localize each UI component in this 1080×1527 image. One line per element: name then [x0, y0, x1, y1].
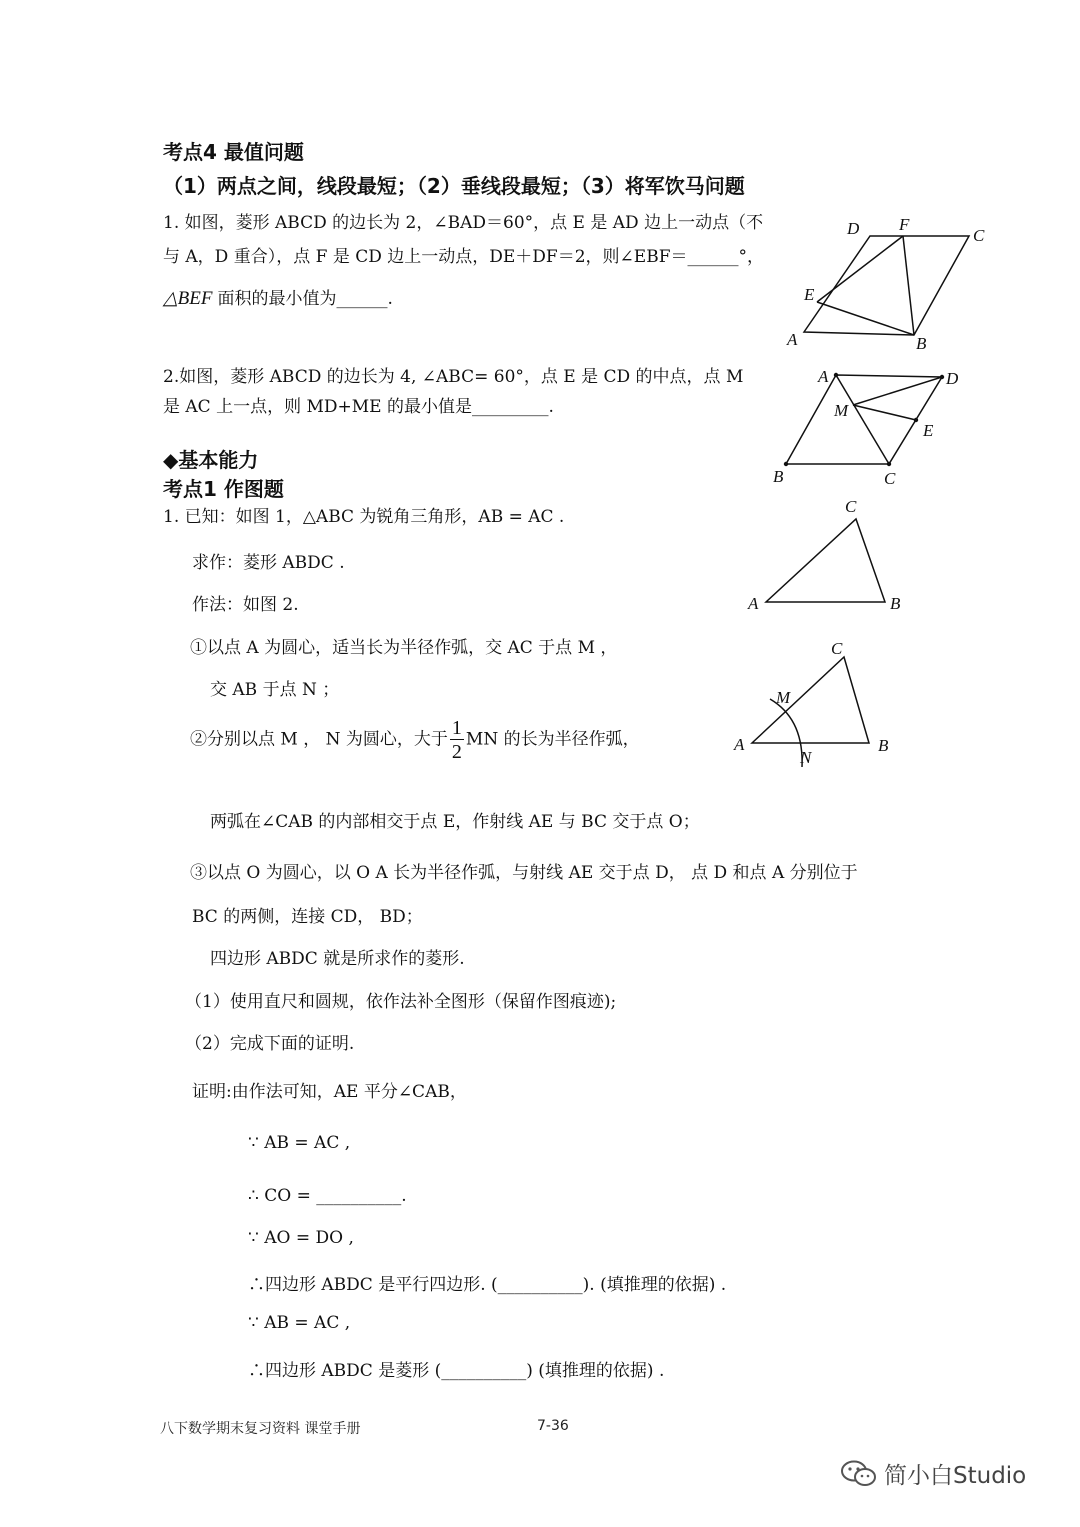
q1-line3-text: 面积的最小值为______.: [217, 289, 393, 309]
proof-step6: ∴四边形 ABDC 是菱形 (__________) (填推理的依据) .: [248, 1361, 665, 1381]
q1-line2: 与 A，D 重合），点 F 是 CD 边上一动点，DE＋DF＝2，则∠EBF＝______°，: [163, 247, 764, 267]
q1-line3: [163, 284, 393, 310]
basic-ability-title: ◆基本能力: [163, 448, 259, 472]
proof-intro: 证明:由作法可知，AE 平分∠CAB，: [192, 1082, 467, 1102]
fig1-label-f: F: [899, 215, 910, 234]
step3-line2: BC 的两侧，连接 CD， BD；: [192, 907, 423, 927]
watermark-text: 简小白Studio: [884, 1463, 1027, 1489]
fig2-label-c: C: [884, 469, 896, 488]
fig1-label-e: E: [804, 285, 815, 304]
part2-line: （2）完成下面的证明.: [185, 1034, 355, 1054]
fig1-label-d: D: [847, 219, 860, 238]
half-fraction: [450, 718, 464, 762]
step2-line2: 两弧在∠CAB 的内部相交于点 E，作射线 AE 与 BC 交于点 O；: [210, 812, 700, 832]
section-title: 考点4 最值问题: [163, 140, 304, 164]
step3-line1: ③以点 O 为圆心，以 O A 长为半径作弧，与射线 AE 交于点 D， 点 D 和点 A 分别位于: [190, 863, 858, 883]
fig3-label-b: B: [890, 594, 901, 613]
step2-pre: ②分别以点 M ， N 为圆心，大于: [190, 729, 448, 750]
fig4-label-m: M: [776, 688, 791, 707]
page-number: 7-36: [537, 1418, 569, 1434]
fig3-label-c: C: [845, 497, 857, 516]
figure-triangle-arc: [728, 635, 908, 775]
triangle-bef-symbol: △BEF: [163, 288, 213, 309]
proof-step5: ∵ AB = AC ,: [248, 1313, 351, 1333]
watermark: [840, 1457, 1026, 1490]
section-subtitle: （1）两点之间，线段最短；（2）垂线段最短；（3）将军饮马问题: [163, 174, 745, 198]
proof-step4: ∴四边形 ABDC 是平行四边形. (__________). (填推理的依据) .: [248, 1275, 727, 1295]
fig4-label-n: N: [800, 748, 812, 767]
fig2-label-e: E: [923, 421, 934, 440]
part1-line: （1）使用直尺和圆规，依作法补全图形（保留作图痕迹);: [185, 992, 617, 1012]
fig2-label-d: D: [946, 369, 959, 388]
step1-line1: ①以点 A 为圆心，适当长为半径作弧，交 AC 于点 M ，: [190, 638, 618, 658]
fig2-label-b: B: [773, 467, 784, 486]
fig1-label-b: B: [916, 334, 927, 353]
proof-step3: ∵ AO = DO ,: [248, 1228, 354, 1248]
given-line: 1. 已知：如图 1，△ABC 为锐角三角形，AB = AC .: [163, 507, 565, 527]
fig4-label-a: A: [734, 735, 745, 754]
proof-step1: ∵ AB = AC ,: [248, 1133, 351, 1153]
fig4-label-b: B: [878, 736, 889, 755]
q2-line2: 是 AC 上一点，则 MD+ME 的最小值是_________.: [163, 397, 554, 417]
q1-line1: 1. 如图，菱形 ABCD 的边长为 2，∠BAD＝60°，点 E 是 AD 边上一动点（不: [163, 213, 764, 233]
drawing-section-title: 考点1 作图题: [163, 477, 284, 501]
fig1-label-c: C: [973, 226, 985, 245]
figure-rhombus-md-me: [768, 362, 980, 492]
fig2-label-m: M: [834, 401, 849, 420]
figure-rhombus-bef: [775, 212, 995, 354]
fraction-denominator: 2: [451, 741, 462, 763]
step1-line2: 交 AB 于点 N ；: [210, 680, 340, 700]
footer-title: 八下数学期末复习资料 课堂手册: [160, 1421, 361, 1437]
q2-line1: 2.如图，菱形 ABCD 的边长为 4, ∠ABC= 60°，点 E 是 CD 的中点，点 M: [163, 367, 744, 387]
fig4-label-c: C: [831, 639, 843, 658]
fig3-label-a: A: [748, 594, 759, 613]
method-line: 作法：如图 2.: [192, 595, 299, 615]
proof-step2: ∴ CO = __________.: [248, 1186, 407, 1206]
fig2-label-a: A: [818, 367, 829, 386]
fig1-label-a: A: [787, 330, 798, 349]
step2-line1: [190, 718, 640, 762]
conclusion-line: 四边形 ABDC 就是所求作的菱形.: [210, 949, 465, 969]
ask-line: 求作：菱形 ABDC .: [192, 553, 345, 573]
fraction-numerator: 1: [451, 717, 462, 739]
wechat-icon: [840, 1459, 878, 1489]
figure-triangle-abc: [740, 495, 920, 617]
step2-post: MN 的长为半径作弧，: [465, 729, 640, 750]
